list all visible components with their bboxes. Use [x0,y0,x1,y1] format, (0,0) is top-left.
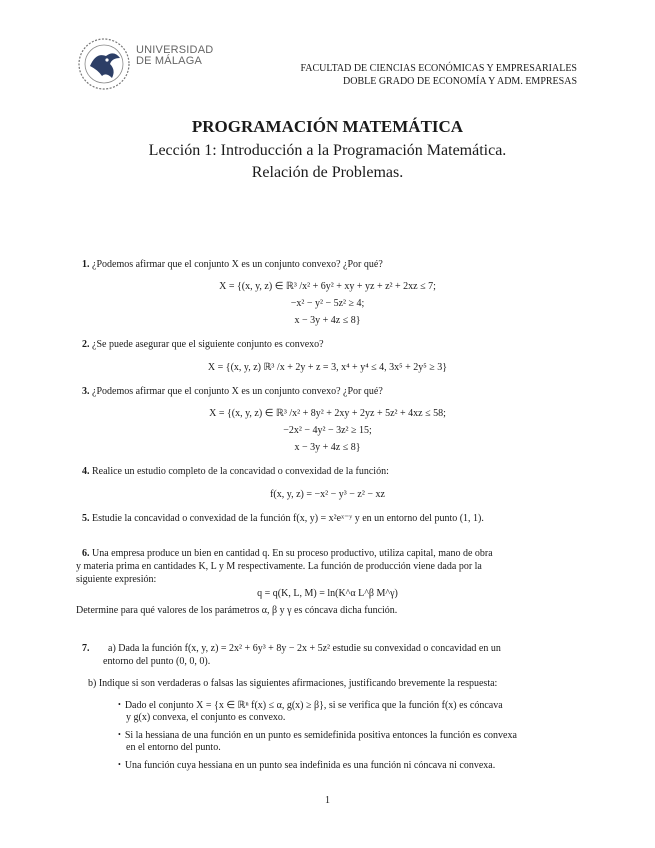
problem-1-equation-3: x − 3y + 4z ≤ 8} [294,315,361,326]
problem-2-equation: X = {(x, y, z) ℝ³ /x + 2y + z = 3, x⁴ + y⁴ ≤ 4, 3x⁵ + 2y⁵ ≥ 3} [207,362,448,373]
faculty-line-1: FACULTAD DE CIENCIAS ECONÓMICAS Y EMPRESARIALES [300,63,577,74]
problem-text: Una empresa produce un bien en cantidad q. En su proceso productivo, utiliza capital, mano de obra [92,548,493,559]
page-title: PROGRAMACIÓN MATEMÁTICA [191,117,464,136]
problem-6-line-4: Determine para qué valores de los parámetros α, β y γ es cóncava dicha función. [76,605,398,616]
bullet-icon: • [118,700,121,709]
bullet-text: Una función cuya hessiana en un punto sea indefinida es una función ni cóncava ni convexa. [124,760,496,771]
problem-number: 2. [82,339,90,350]
subtitle-problems: Relación de Problemas. [251,164,404,181]
university-line-1: UNIVERSIDAD [136,44,214,56]
problem-3-equation-1: X = {(x, y, z) ∈ ℝ³ /x² + 8y² + 2xy + 2yz + 5z² + 4xz ≤ 58; [209,408,446,419]
problem-4-equation: f(x, y, z) = −x² − y³ − z² − xz [270,489,385,500]
problem-3-statement [82,385,383,398]
problem-number: 4. [82,466,90,477]
problem-6-line-2: y materia prima en cantidades K, L y M respectivamente. La función de producción viene dada por la [76,561,482,572]
bullet-text: Si la hessiana de una función en un punto es semidefinida positiva entonces la función es convexa [124,730,517,741]
problem-text: ¿Podemos afirmar que el conjunto X es un conjunto convexo? ¿Por qué? [92,259,383,270]
university-line-2: DE MÁLAGA [136,55,202,67]
page-number: 1 [325,795,330,806]
problem-3-equation-3: x − 3y + 4z ≤ 8} [294,442,361,453]
problem-4-statement [82,465,389,478]
problem-1-equation-1: X = {(x, y, z) ∈ ℝ³ /x² + 6y² + xy + yz + z² + 2xz ≤ 7; [219,281,436,292]
bullet-text: Dado el conjunto X = {x ∈ ℝⁿ f(x) ≤ α, g(x) ≥ β}, si se verifica que la función f(x) es cóncava [124,700,503,711]
problem-7-bullet-3 [118,758,495,772]
problem-number: 7. [82,643,90,654]
problem-1-equation-2: −x² − y² − 5z² ≥ 4; [290,298,365,309]
problem-7-bullet-1-line-2: y g(x) convexa, el conjunto es convexo. [126,712,286,723]
faculty-line-2: DOBLE GRADO DE ECONOMÍA Y ADM. EMPRESAS [343,76,577,87]
problem-7-bullet-2-line-1 [118,728,517,742]
problem-2-statement [82,338,324,351]
problem-6-line-3: siguiente expresión: [76,574,157,585]
problem-text: Realice un estudio completo de la concavidad o convexidad de la función: [92,466,389,477]
problem-1-statement [82,258,383,271]
university-logo [76,36,132,92]
problem-text: Estudie la concavidad o convexidad de la función f(x, y) = x²eˣ⁻ʸ y en un entorno del punto (1, 1). [92,513,484,524]
problem-7-a-line-2: entorno del punto (0, 0, 0). [103,656,211,667]
problem-3-equation-2: −2x² − 4y² − 3z² ≥ 15; [283,425,372,436]
bullet-icon: • [118,760,121,769]
problem-number: 1. [82,259,90,270]
problem-7-b-line: b) Indique si son verdaderas o falsas las siguientes afirmaciones, justificando brevemente la respuesta: [88,678,498,689]
faculty-header [300,62,577,88]
subtitle-lesson: Lección 1: Introducción a la Programación Matemática. [148,142,507,159]
problem-7-number [82,642,90,655]
problem-6-line-1 [82,547,493,560]
problem-7-bullet-2-line-2: en el entorno del punto. [126,742,221,753]
bullet-icon: • [118,730,121,739]
problem-5-statement [82,512,484,525]
problem-text: ¿Se puede asegurar que el siguiente conjunto es convexo? [92,339,324,350]
university-name [136,45,213,67]
problem-number: 5. [82,513,90,524]
problem-7-a-line-1: a) Dada la función f(x, y, z) = 2x² + 6y³ + 8y − 2x + 5z² estudie su convexidad o concavidad en un [108,643,501,654]
problem-number: 3. [82,386,90,397]
problem-6-equation: q = q(K, L, M) = ln(K^α L^β M^γ) [257,588,398,599]
problem-number: 6. [82,548,90,559]
problem-text: ¿Podemos afirmar que el conjunto X es un conjunto convexo? ¿Por qué? [92,386,383,397]
problem-7-bullet-1-line-1 [118,698,503,712]
